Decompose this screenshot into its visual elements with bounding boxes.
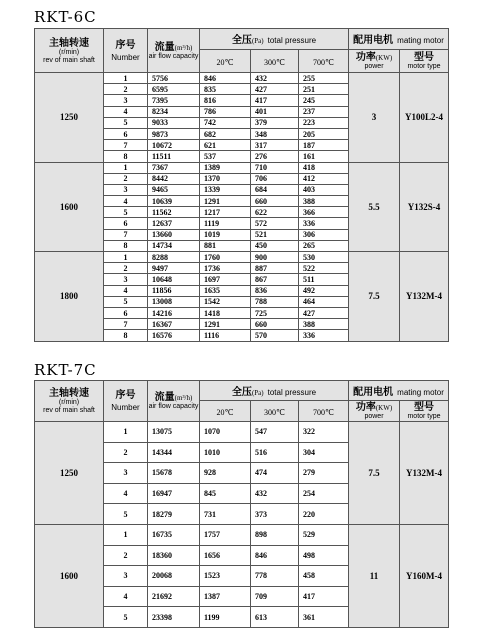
flow-cell: 9873 [148, 128, 200, 139]
pressure-label-en: total pressure [267, 387, 317, 397]
pressure-300c-cell: 317 [251, 140, 299, 151]
temp-label: 700℃ [313, 58, 334, 67]
flow-cell: 12637 [148, 218, 200, 229]
power-cell: 11 [349, 524, 400, 627]
motor-group-header [349, 29, 449, 50]
pressure-300c-cell: 521 [251, 229, 299, 240]
flow-label-en: air flow capacity [148, 52, 199, 60]
pressure-300c-cell: 778 [251, 566, 299, 587]
pressure-20c-cell: 1760 [200, 252, 251, 263]
speed-label-en: rev of main shaft [43, 407, 95, 414]
pressure-700c-cell: 427 [299, 307, 349, 318]
flow-cell: 20068 [148, 566, 200, 587]
flow-cell: 16576 [148, 330, 200, 341]
col-speed-header [35, 381, 104, 422]
col-flow-header [148, 29, 200, 73]
pressure-700c-cell: 418 [299, 162, 349, 173]
col-model-header [400, 50, 449, 73]
flow-label-cn: 流量 [154, 41, 175, 53]
power-unit: (KW) [375, 404, 393, 412]
flow-cell: 16367 [148, 319, 200, 330]
speed-cell: 1800 [35, 252, 104, 342]
pressure-300c-cell: 684 [251, 184, 299, 195]
flow-cell: 16947 [148, 483, 200, 504]
speed-cell: 1250 [35, 422, 104, 525]
flow-cell: 23398 [148, 607, 200, 628]
flow-cell: 10672 [148, 140, 200, 151]
power-cell: 7.5 [349, 422, 400, 525]
number-cell: 5 [104, 296, 148, 307]
pressure-300c-cell: 516 [251, 442, 299, 463]
number-cell: 7 [104, 140, 148, 151]
number-cell: 6 [104, 307, 148, 318]
header-row [35, 381, 449, 401]
number-cell: 3 [104, 95, 148, 106]
temp-header-t700 [299, 401, 349, 422]
pressure-20c-cell: 742 [200, 117, 251, 128]
speed-unit: (r/min) [58, 48, 80, 56]
speed-cell: 1250 [35, 73, 104, 163]
pressure-20c-cell: 1116 [200, 330, 251, 341]
pressure-20c-cell: 1019 [200, 229, 251, 240]
temp-header-t20 [200, 50, 251, 73]
flow-cell: 21692 [148, 586, 200, 607]
pressure-20c-cell: 1387 [200, 586, 251, 607]
number-cell: 4 [104, 483, 148, 504]
number-cell: 1 [104, 252, 148, 263]
power-cell: 3 [349, 73, 400, 163]
number-cell: 3 [104, 463, 148, 484]
flow-cell: 13008 [148, 296, 200, 307]
pressure-20c-cell: 731 [200, 504, 251, 525]
pressure-300c-cell: 427 [251, 84, 299, 95]
pressure-300c-cell: 401 [251, 106, 299, 117]
pressure-group-header [200, 381, 349, 401]
motor-type-cell: Y132S-4 [400, 162, 449, 252]
flow-cell: 8442 [148, 173, 200, 184]
pressure-300c-cell: 898 [251, 524, 299, 545]
power-cell: 5.5 [349, 162, 400, 252]
pressure-label-en: total pressure [267, 36, 317, 45]
motor-label-en: mating motor [397, 387, 444, 397]
pressure-700c-cell: 511 [299, 274, 349, 285]
power-label-cn: 功率 [355, 402, 376, 413]
flow-cell: 11511 [148, 151, 200, 162]
pressure-700c-cell: 530 [299, 252, 349, 263]
pressure-20c-cell: 1656 [200, 545, 251, 566]
motor-type-cell: Y100L2-4 [400, 73, 449, 163]
pressure-700c-cell: 223 [299, 117, 349, 128]
number-cell: 5 [104, 207, 148, 218]
pressure-20c-cell: 1217 [200, 207, 251, 218]
pressure-700c-cell: 417 [299, 586, 349, 607]
pressure-700c-cell: 251 [299, 84, 349, 95]
col-power-header [349, 50, 400, 73]
power-label-en: power [364, 413, 384, 420]
pressure-300c-cell: 709 [251, 586, 299, 607]
pressure-700c-cell: 464 [299, 296, 349, 307]
pressure-700c-cell: 529 [299, 524, 349, 545]
pressure-300c-cell: 660 [251, 319, 299, 330]
flow-cell: 8234 [148, 106, 200, 117]
col-number-header [104, 29, 148, 73]
pressure-20c-cell: 1370 [200, 173, 251, 184]
pressure-300c-cell: 570 [251, 330, 299, 341]
flow-cell: 18360 [148, 545, 200, 566]
col-speed-header [35, 29, 104, 73]
flow-cell: 8288 [148, 252, 200, 263]
flow-cell: 15678 [148, 463, 200, 484]
spec-table-rkt6c [34, 28, 449, 342]
pressure-700c-cell: 366 [299, 207, 349, 218]
table-row [35, 422, 449, 443]
motor-label-cn: 配用电机 [353, 35, 394, 46]
flow-cell: 11856 [148, 285, 200, 296]
pressure-700c-cell: 458 [299, 566, 349, 587]
pressure-20c-cell: 835 [200, 84, 251, 95]
temp-label: 20℃ [216, 58, 234, 67]
pressure-700c-cell: 161 [299, 151, 349, 162]
temp-label: 20℃ [216, 408, 234, 417]
number-cell: 4 [104, 196, 148, 207]
pressure-label-cn: 全压 [231, 386, 252, 398]
pressure-300c-cell: 379 [251, 117, 299, 128]
pressure-700c-cell: 245 [299, 95, 349, 106]
speed-label-cn: 主轴转速 [49, 37, 89, 49]
pressure-700c-cell: 388 [299, 319, 349, 330]
pressure-700c-cell: 336 [299, 330, 349, 341]
flow-cell: 9033 [148, 117, 200, 128]
number-cell: 1 [104, 73, 148, 84]
flow-cell: 7395 [148, 95, 200, 106]
number-cell: 4 [104, 106, 148, 117]
number-label-cn: 序号 [115, 39, 136, 51]
col-flow-header [148, 381, 200, 422]
flow-cell: 14734 [148, 240, 200, 251]
number-cell: 1 [104, 422, 148, 443]
pressure-20c-cell: 537 [200, 151, 251, 162]
pressure-300c-cell: 450 [251, 240, 299, 251]
number-label-en: Number [111, 52, 140, 62]
pressure-20c-cell: 816 [200, 95, 251, 106]
motor-type-cell: Y132M-4 [400, 422, 449, 525]
pressure-20c-cell: 621 [200, 140, 251, 151]
table-row [35, 73, 449, 84]
number-cell: 3 [104, 566, 148, 587]
pressure-20c-cell: 1291 [200, 196, 251, 207]
table-row [35, 252, 449, 263]
pressure-300c-cell: 836 [251, 285, 299, 296]
flow-cell: 9497 [148, 263, 200, 274]
pressure-300c-cell: 846 [251, 545, 299, 566]
pressure-20c-cell: 1418 [200, 307, 251, 318]
pressure-700c-cell: 306 [299, 229, 349, 240]
pressure-700c-cell: 322 [299, 422, 349, 443]
flow-cell: 6595 [148, 84, 200, 95]
table-row [35, 162, 449, 173]
pressure-700c-cell: 254 [299, 483, 349, 504]
pressure-20c-cell: 846 [200, 73, 251, 84]
number-cell: 4 [104, 586, 148, 607]
pressure-20c-cell: 1339 [200, 184, 251, 195]
pressure-20c-cell: 1635 [200, 285, 251, 296]
flow-cell: 10648 [148, 274, 200, 285]
pressure-700c-cell: 304 [299, 442, 349, 463]
pressure-700c-cell: 336 [299, 218, 349, 229]
flow-cell: 13660 [148, 229, 200, 240]
spec-table-rkt7c [34, 380, 449, 628]
power-label-cn: 功率 [355, 52, 376, 63]
model-label-cn: 型号 [414, 402, 435, 413]
motor-type-cell: Y160M-4 [400, 524, 449, 627]
pressure-300c-cell: 706 [251, 173, 299, 184]
pressure-20c-cell: 845 [200, 483, 251, 504]
flow-cell: 18279 [148, 504, 200, 525]
pressure-20c-cell: 1119 [200, 218, 251, 229]
pressure-300c-cell: 613 [251, 607, 299, 628]
pressure-700c-cell: 265 [299, 240, 349, 251]
table-row [35, 524, 449, 545]
pressure-300c-cell: 725 [251, 307, 299, 318]
pressure-300c-cell: 900 [251, 252, 299, 263]
pressure-label-cn: 全压 [231, 35, 252, 46]
table-title-rkt7c: RKT-7C [34, 361, 97, 379]
number-cell: 2 [104, 442, 148, 463]
pressure-20c-cell: 1697 [200, 274, 251, 285]
number-cell: 1 [104, 524, 148, 545]
number-cell: 1 [104, 162, 148, 173]
pressure-300c-cell: 572 [251, 218, 299, 229]
flow-label-cn: 流量 [154, 392, 175, 403]
pressure-700c-cell: 205 [299, 128, 349, 139]
pressure-20c-cell: 1542 [200, 296, 251, 307]
pressure-700c-cell: 279 [299, 463, 349, 484]
speed-cell: 1600 [35, 524, 104, 627]
pressure-700c-cell: 255 [299, 73, 349, 84]
number-label-en: Number [111, 403, 140, 412]
number-label-cn: 序号 [115, 390, 136, 401]
pressure-300c-cell: 887 [251, 263, 299, 274]
pressure-20c-cell: 786 [200, 106, 251, 117]
pressure-20c-cell: 1199 [200, 607, 251, 628]
temp-header-t700 [299, 50, 349, 73]
pressure-300c-cell: 432 [251, 73, 299, 84]
pressure-300c-cell: 788 [251, 296, 299, 307]
flow-cell: 13075 [148, 422, 200, 443]
pressure-700c-cell: 388 [299, 196, 349, 207]
speed-label-en: rev of main shaft [43, 56, 95, 64]
flow-unit: (m³/h) [174, 394, 193, 402]
pressure-20c-cell: 1757 [200, 524, 251, 545]
flow-label-en: air flow capacity [148, 403, 199, 410]
pressure-700c-cell: 522 [299, 263, 349, 274]
temp-header-t300 [251, 401, 299, 422]
temp-header-t20 [200, 401, 251, 422]
pressure-300c-cell: 867 [251, 274, 299, 285]
flow-cell: 11562 [148, 207, 200, 218]
model-label-en: motor type [407, 63, 441, 70]
model-label-en: motor type [407, 413, 441, 420]
number-cell: 8 [104, 240, 148, 251]
flow-cell: 7367 [148, 162, 200, 173]
pressure-20c-cell: 881 [200, 240, 251, 251]
pressure-300c-cell: 276 [251, 151, 299, 162]
pressure-group-header [200, 29, 349, 50]
flow-cell: 5756 [148, 73, 200, 84]
flow-cell: 10639 [148, 196, 200, 207]
pressure-20c-cell: 1291 [200, 319, 251, 330]
pressure-700c-cell: 361 [299, 607, 349, 628]
table-title-rkt6c: RKT-6C [34, 8, 97, 26]
number-cell: 5 [104, 117, 148, 128]
col-power-header [349, 401, 400, 422]
flow-cell: 9465 [148, 184, 200, 195]
number-cell: 5 [104, 504, 148, 525]
number-cell: 7 [104, 229, 148, 240]
pressure-300c-cell: 547 [251, 422, 299, 443]
pressure-300c-cell: 474 [251, 463, 299, 484]
pressure-300c-cell: 432 [251, 483, 299, 504]
number-cell: 6 [104, 218, 148, 229]
pressure-700c-cell: 412 [299, 173, 349, 184]
pressure-unit: (Pa) [251, 388, 264, 397]
number-cell: 5 [104, 607, 148, 628]
speed-label-cn: 主轴转速 [49, 388, 89, 399]
pressure-700c-cell: 187 [299, 140, 349, 151]
temp-label: 700℃ [313, 408, 334, 417]
number-cell: 3 [104, 184, 148, 195]
flow-cell: 14344 [148, 442, 200, 463]
col-model-header [400, 401, 449, 422]
pressure-300c-cell: 710 [251, 162, 299, 173]
number-cell: 7 [104, 319, 148, 330]
flow-cell: 16735 [148, 524, 200, 545]
pressure-700c-cell: 498 [299, 545, 349, 566]
col-number-header [104, 381, 148, 422]
number-cell: 3 [104, 274, 148, 285]
header-row [35, 29, 449, 50]
pressure-300c-cell: 622 [251, 207, 299, 218]
power-cell: 7.5 [349, 252, 400, 342]
pressure-20c-cell: 682 [200, 128, 251, 139]
temp-label: 300℃ [264, 408, 285, 417]
pressure-20c-cell: 1389 [200, 162, 251, 173]
pressure-700c-cell: 237 [299, 106, 349, 117]
pressure-300c-cell: 417 [251, 95, 299, 106]
pressure-300c-cell: 348 [251, 128, 299, 139]
pressure-20c-cell: 928 [200, 463, 251, 484]
pressure-unit: (Pa) [251, 37, 264, 45]
power-label-en: power [364, 63, 384, 70]
motor-label-cn: 配用电机 [353, 386, 394, 398]
motor-type-cell: Y132M-4 [400, 252, 449, 342]
flow-unit: (m³/h) [174, 43, 193, 52]
motor-group-header [349, 381, 449, 401]
number-cell: 2 [104, 84, 148, 95]
pressure-20c-cell: 1736 [200, 263, 251, 274]
temp-header-t300 [251, 50, 299, 73]
motor-label-en: mating motor [397, 36, 444, 45]
pressure-20c-cell: 1523 [200, 566, 251, 587]
pressure-20c-cell: 1070 [200, 422, 251, 443]
number-cell: 8 [104, 330, 148, 341]
pressure-700c-cell: 220 [299, 504, 349, 525]
number-cell: 4 [104, 285, 148, 296]
speed-unit: (r/min) [58, 399, 80, 406]
pressure-700c-cell: 403 [299, 184, 349, 195]
number-cell: 2 [104, 545, 148, 566]
model-label-cn: 型号 [414, 52, 435, 63]
number-cell: 2 [104, 173, 148, 184]
number-cell: 8 [104, 151, 148, 162]
flow-cell: 14216 [148, 307, 200, 318]
number-cell: 6 [104, 128, 148, 139]
speed-cell: 1600 [35, 162, 104, 252]
pressure-20c-cell: 1010 [200, 442, 251, 463]
power-unit: (KW) [375, 54, 393, 62]
pressure-300c-cell: 660 [251, 196, 299, 207]
pressure-700c-cell: 492 [299, 285, 349, 296]
number-cell: 2 [104, 263, 148, 274]
pressure-300c-cell: 373 [251, 504, 299, 525]
temp-label: 300℃ [264, 58, 285, 67]
